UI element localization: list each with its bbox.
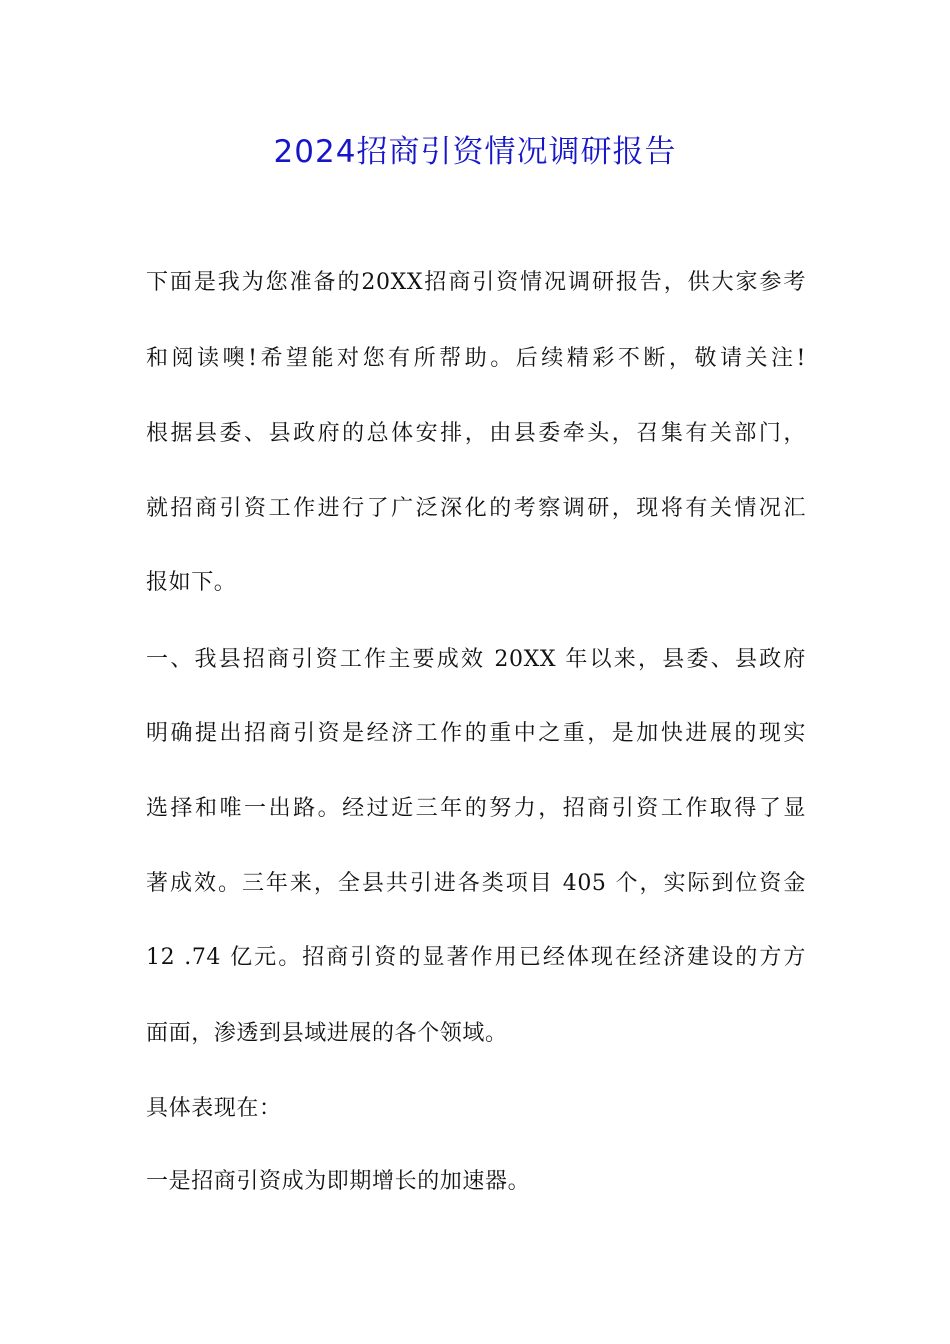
paragraph-line: 报如下。 bbox=[146, 570, 237, 595]
document-title: 2024招商引资情况调研报告 bbox=[273, 134, 677, 170]
paragraph-line: 一、我县招商引资工作主要成效 20XX 年以来，县委、县政府 bbox=[146, 647, 806, 672]
paragraph-line: 具体表现在： bbox=[146, 1096, 282, 1121]
paragraph-line: 就招商引资工作进行了广泛深化的考察调研，现将有关情况汇 bbox=[146, 496, 806, 521]
paragraph-line: 下面是我为您准备的20XX招商引资情况调研报告，供大家参考 bbox=[146, 270, 806, 295]
paragraph-line: 选择和唯一出路。经过近三年的努力，招商引资工作取得了显 bbox=[146, 796, 806, 821]
paragraph-line: 12 .74 亿元。招商引资的显著作用已经体现在经济建设的方方 bbox=[146, 945, 806, 970]
paragraph-line: 一是招商引资成为即期增长的加速器。 bbox=[146, 1169, 531, 1194]
paragraph-line: 面面，渗透到县域进展的各个领域。 bbox=[146, 1021, 508, 1046]
paragraph-line: 根据县委、县政府的总体安排，由县委牵头，召集有关部门， bbox=[146, 421, 806, 446]
paragraph-line: 明确提出招商引资是经济工作的重中之重，是加快进展的现实 bbox=[146, 721, 806, 746]
paragraph-line: 著成效。三年来，全县共引进各类项目 405 个，实际到位资金 bbox=[146, 871, 806, 896]
paragraph-line: 和阅读噢!希望能对您有所帮助。后续精彩不断，敬请关注! bbox=[146, 346, 806, 371]
